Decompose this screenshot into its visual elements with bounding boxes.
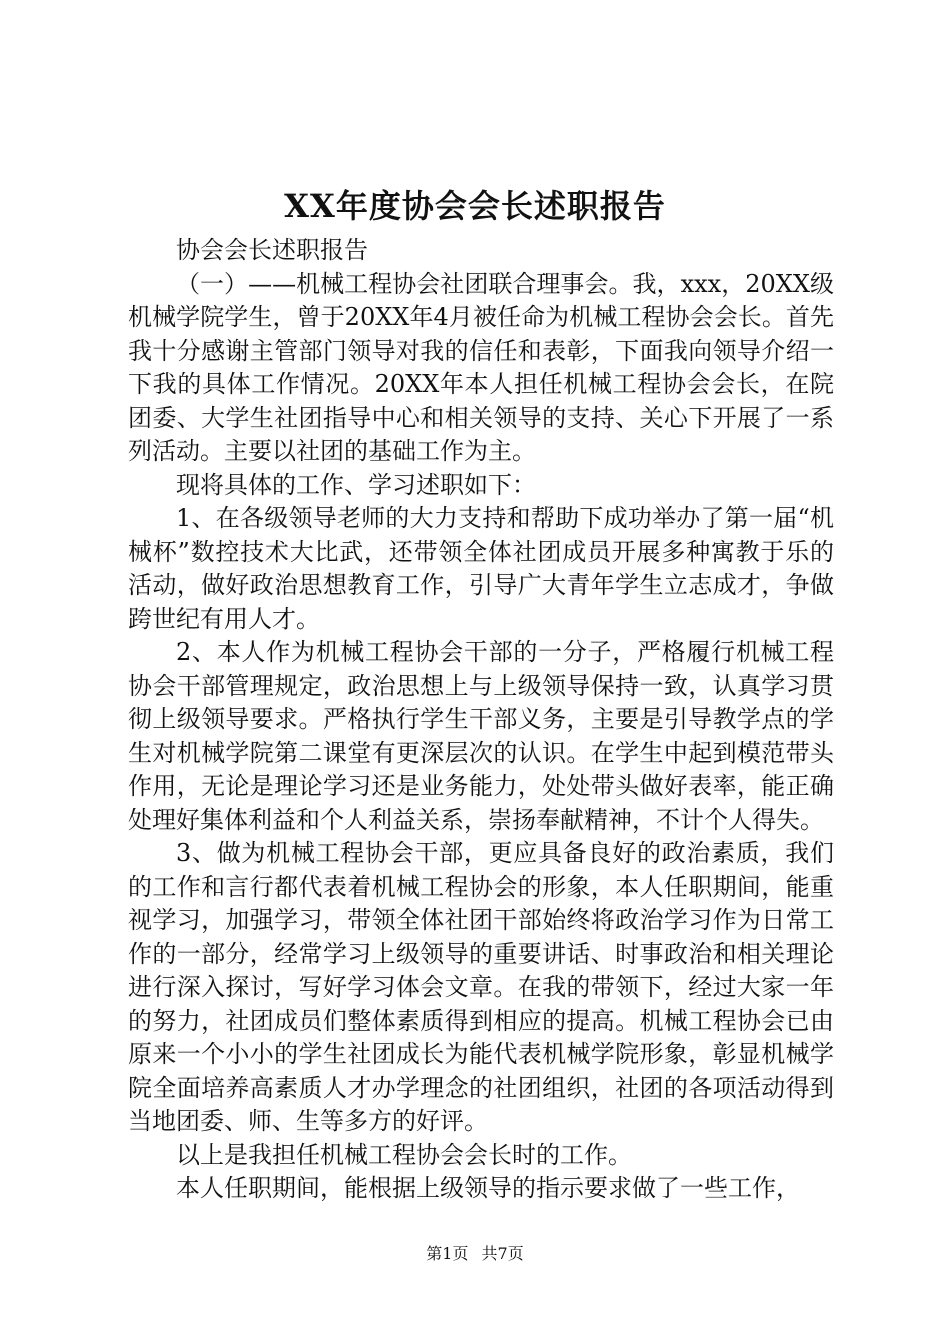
page-number: 第1页 [426,1244,469,1263]
paragraph-intro: （一）——机械工程协会社团联合理事会。我，xxx，20XX级机械学院学生，曾于20XX年4月被任命为机械工程协会会长。首先我十分感谢主管部门领导对我的信任和表彰，下面我向领导介绍一下我的具体工作情况。20XX年本人担任机械工程协会会长，在院团委、大学生社团指导中心和相关领导的支持、关心下开展了一系列活动。主要以社团的基础工作为主。 [128,269,834,465]
document-title: XX年度协会会长述职报告 [284,187,666,225]
paragraph-item-1: 1、在各级领导老师的大力支持和帮助下成功举办了第一届“机械杯”数控技术大比武，还带领全体社团成员开展多种寓教于乐的活动，做好政治思想教育工作，引导广大青年学生立志成才，争做跨世纪有用人才。 [128,504,834,633]
paragraph-item-2: 2、本人作为机械工程协会干部的一分子，严格履行机械工程协会干部管理规定，政治思想上与上级领导保持一致，认真学习贯彻上级领导要求。严格执行学生干部义务，主要是引导教学点的学生对机械学院第二课堂有更深层次的认识。在学生中起到模范带头作用，无论是理论学习还是业务能力，处处带头做好表率，能正确处理好集体利益和个人利益关系，崇扬奉献精神，不计个人得失。 [128,638,834,834]
paragraph-continuation: 本人任职期间，能根据上级领导的指示要求做了一些工作， [176,1174,800,1202]
document-body [128,234,834,1206]
paragraph-conclusion: 以上是我担任机械工程协会会长时的工作。 [176,1140,632,1169]
page-total: 共7页 [481,1244,524,1263]
paragraph-item-3: 3、做为机械工程协会干部，更应具备良好的政治素质，我们的工作和言行都代表着机械工程协会的形象，本人任职期间，能重视学习，加强学习，带领全体社团干部始终将政治学习作为日常工作的一部分，经常学习上级领导的重要讲话、时事政治和相关理论进行深入探讨，写好学习体会文章。在我的带领下，经过大家一年的努力，社团成员们整体素质得到相应的提高。机械工程协会已由原来一个小小的学生社团成长为能代表机械学院形象，彰显机械学院全面培养高素质人才办学理念的社团组织，社团的各项活动得到当地团委、师、生等多方的好评。 [128,839,834,1135]
paragraph-subtitle: 协会会长述职报告 [176,236,368,264]
page-footer [0,1243,950,1265]
paragraph-summary-lead: 现将具体的工作、学习述职如下： [176,470,536,499]
